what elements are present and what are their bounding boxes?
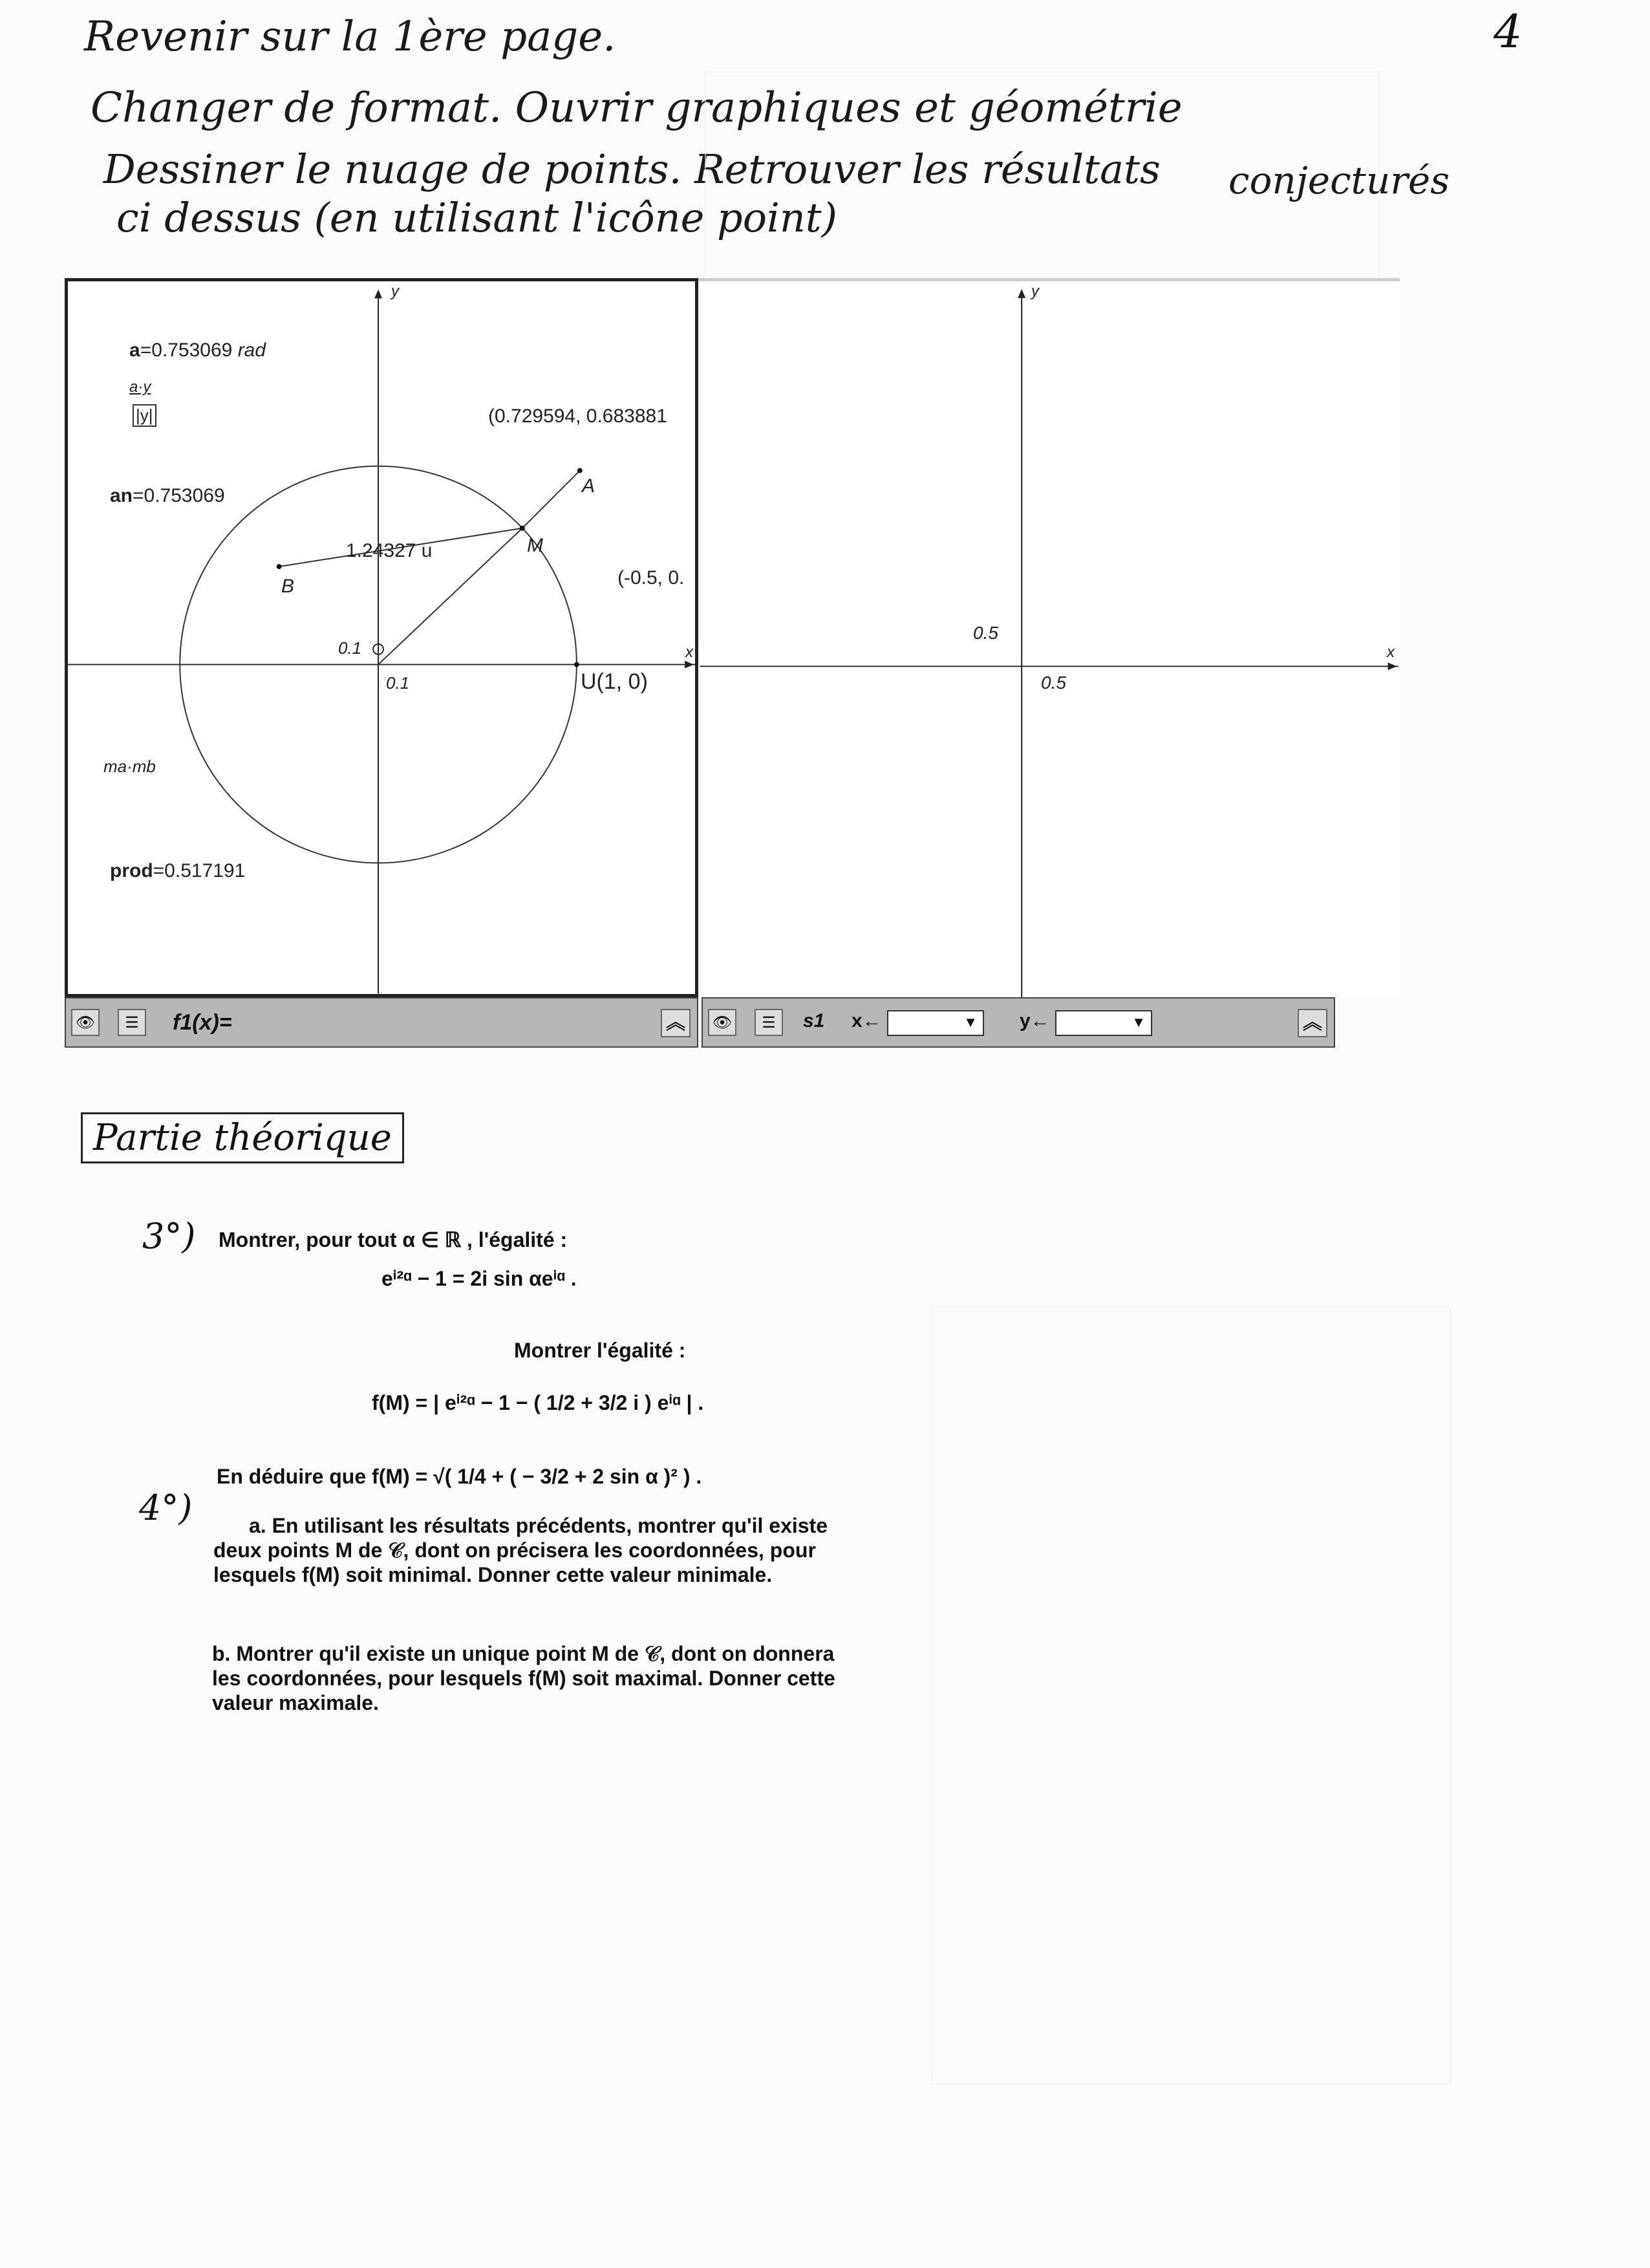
expand-up-icon[interactable]: ︽ bbox=[661, 1009, 691, 1037]
document-icon[interactable]: ☰ bbox=[118, 1009, 146, 1036]
point-A-dot bbox=[577, 468, 583, 473]
function-entry-label[interactable]: f1(x)= bbox=[173, 1010, 232, 1035]
graph-y-axis-arrow bbox=[1018, 289, 1025, 298]
question-3-equation: eⁱ²ᵅ − 1 = 2i sin αeⁱᵅ . bbox=[381, 1267, 577, 1290]
origin-x-label: 0.1 bbox=[386, 673, 410, 693]
label-M: M bbox=[527, 535, 543, 556]
distance-BM: 1.24327 u bbox=[346, 540, 433, 561]
fraction-top: a·y bbox=[129, 378, 151, 396]
origin-y-label: 0.1 bbox=[338, 638, 362, 658]
variable-prod: prod=0.517191 bbox=[110, 860, 246, 881]
graph-x-tick: 0.5 bbox=[1041, 673, 1066, 693]
point-M-dot bbox=[520, 526, 525, 531]
question-3-show: Montrer l'égalité : bbox=[514, 1339, 686, 1362]
handwritten-line-3: Dessiner le nuage de points. Retrouver les résultats bbox=[103, 146, 1161, 193]
point-B-dot bbox=[277, 564, 282, 569]
graph-y-tick: 0.5 bbox=[973, 623, 998, 643]
coordinates-A: (0.729594, 0.683881 bbox=[488, 405, 667, 427]
label-U: U(1, 0) bbox=[581, 669, 648, 694]
section-title: Partie théorique bbox=[81, 1112, 404, 1163]
page-number: 4 bbox=[1494, 5, 1523, 58]
eye-icon[interactable]: 👁 bbox=[71, 1009, 100, 1036]
scatter-entry-bar bbox=[702, 997, 1335, 1048]
eye-icon-2[interactable]: 👁 bbox=[708, 1009, 736, 1036]
scatter-label: s1 bbox=[803, 1010, 825, 1031]
geometry-drawing bbox=[68, 281, 695, 994]
segment-MA bbox=[522, 471, 580, 528]
x-axis-label: x bbox=[685, 643, 693, 661]
graph-drawing bbox=[698, 281, 1400, 997]
handwritten-line-2: Changer de format. Ouvrir graphiques et géométrie bbox=[91, 84, 1183, 132]
y-variable-dropdown[interactable] bbox=[1055, 1010, 1152, 1036]
ma-mb-label: ma·mb bbox=[103, 757, 156, 776]
expand-up-icon-2[interactable]: ︽ bbox=[1298, 1009, 1327, 1037]
question-4b: b. Montrer qu'il existe un unique point M de 𝒞, dont on donnera les coordonnées, pour lesquels f(M) soit maximal. Donner cette valeur maximale. bbox=[212, 1642, 835, 1714]
graph-x-axis-label: x bbox=[1387, 643, 1395, 661]
fraction-bottom: |y| bbox=[133, 404, 156, 427]
coordinates-partial: (-0.5, 0. bbox=[617, 567, 685, 589]
y-axis-label: y bbox=[391, 283, 399, 300]
handwritten-line-3b: conjecturés bbox=[1228, 158, 1450, 202]
point-U-dot bbox=[574, 662, 579, 667]
x-select-label: x← bbox=[852, 1010, 882, 1031]
handwritten-line-1: Revenir sur la 1ère page. bbox=[84, 13, 616, 61]
function-entry-bar bbox=[65, 997, 698, 1048]
show-through-background-2 bbox=[931, 1306, 1451, 2085]
graph-x-axis-arrow bbox=[1388, 662, 1397, 670]
graph-y-axis-label: y bbox=[1031, 283, 1039, 300]
document-icon-2[interactable]: ☰ bbox=[755, 1009, 783, 1036]
x-variable-dropdown[interactable] bbox=[887, 1010, 984, 1036]
label-A: A bbox=[582, 475, 595, 497]
question-3-deduce: En déduire que f(M) = √( 1/4 + ( − 3/2 + 2 sin α )² ) . bbox=[217, 1465, 702, 1488]
y-select-label: y← bbox=[1020, 1010, 1050, 1031]
handwritten-line-4: ci dessus (en utilisant l'icône point) bbox=[116, 194, 837, 241]
y-axis-arrow bbox=[374, 290, 382, 299]
question-4-number: 4°) bbox=[139, 1487, 193, 1528]
geometry-panel[interactable] bbox=[65, 278, 698, 997]
x-axis-arrow bbox=[685, 661, 694, 669]
question-3-number: 3°) bbox=[142, 1216, 196, 1257]
variable-a: a=0.753069 rad bbox=[129, 340, 266, 361]
variable-an: an=0.753069 bbox=[110, 485, 225, 506]
calculator-screenshot bbox=[65, 278, 1395, 1048]
question-3-intro: Montrer, pour tout α ∈ ℝ , l'égalité : bbox=[219, 1228, 568, 1251]
question-3-equation-2: f(M) = | eⁱ²ᵅ − 1 − ( 1/2 + 3/2 i ) eⁱᵅ | . bbox=[372, 1391, 704, 1414]
graph-panel[interactable] bbox=[698, 278, 1400, 997]
label-B: B bbox=[281, 576, 295, 597]
question-4a: a. En utilisant les résultats précédents, montrer qu'il existe deux points M de 𝒞, dont on précisera les coordonnées, pour lesquels f(M) soit minimal. Donner cette valeur minimale. bbox=[213, 1514, 828, 1586]
